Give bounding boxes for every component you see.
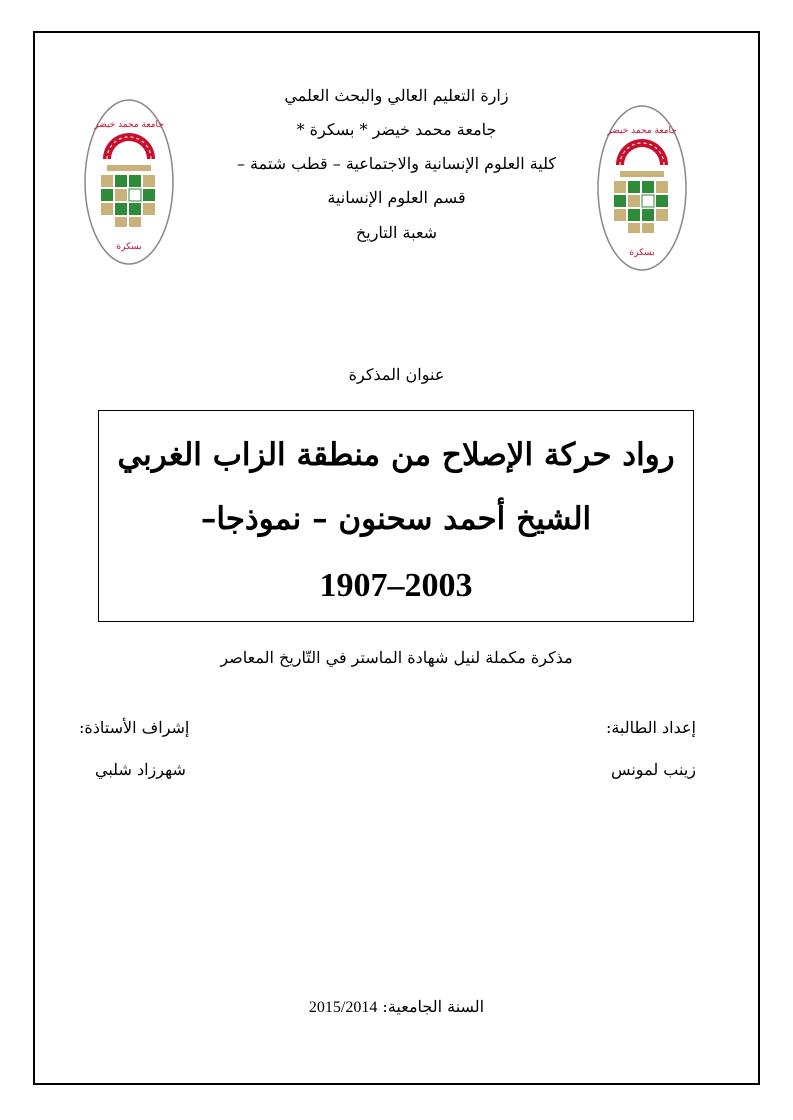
university-logo-left [83,97,175,267]
logo-top-text: جامعة محمد خيضر [607,126,677,136]
academic-year [0,997,793,1017]
thesis-title-line-1: رواد حركة الإصلاح من منطقة الزاب الغربي [117,437,675,473]
degree-statement: مذكرة مكملة لنيل شهادة الماستر في التّاريخ المعاصر [220,648,573,667]
logo-bottom-text: بسكرة [116,242,142,252]
student-name: زينب لمونس [610,760,696,779]
academic-year-value: 2015/2014 [308,999,378,1016]
academic-year-label: السنة الجامعية: [382,997,485,1016]
ministry-line: زارة التعليم العالي والبحث العلمي [284,86,509,105]
thesis-title-years: 1907–2003 [319,567,473,604]
department-line: قسم العلوم الإنسانية [327,188,466,207]
supervisor-label: إشراف الأستاذة: [79,718,190,737]
title-box [98,410,694,622]
university-line: جامعة محمد خيضر * بسكرة * [296,120,497,139]
faculty-line: كلية العلوم الإنسانية والاجتماعية – قطب شتمة – [236,154,557,173]
student-label: إعداد الطالبة: [605,718,696,737]
branch-line: شعبة التاريخ [355,223,438,242]
memo-title-label: عنوان المذكرة [348,365,445,384]
logo-top-text: جامعة محمد خيضر [94,120,164,130]
logo-bottom-text: بسكرة [629,248,655,258]
supervisor-name: شهرزاد شلبي [95,760,186,779]
university-logo-right [596,103,688,273]
thesis-title-line-2: الشيخ أحمد سحنون – نموذجا– [200,501,592,537]
